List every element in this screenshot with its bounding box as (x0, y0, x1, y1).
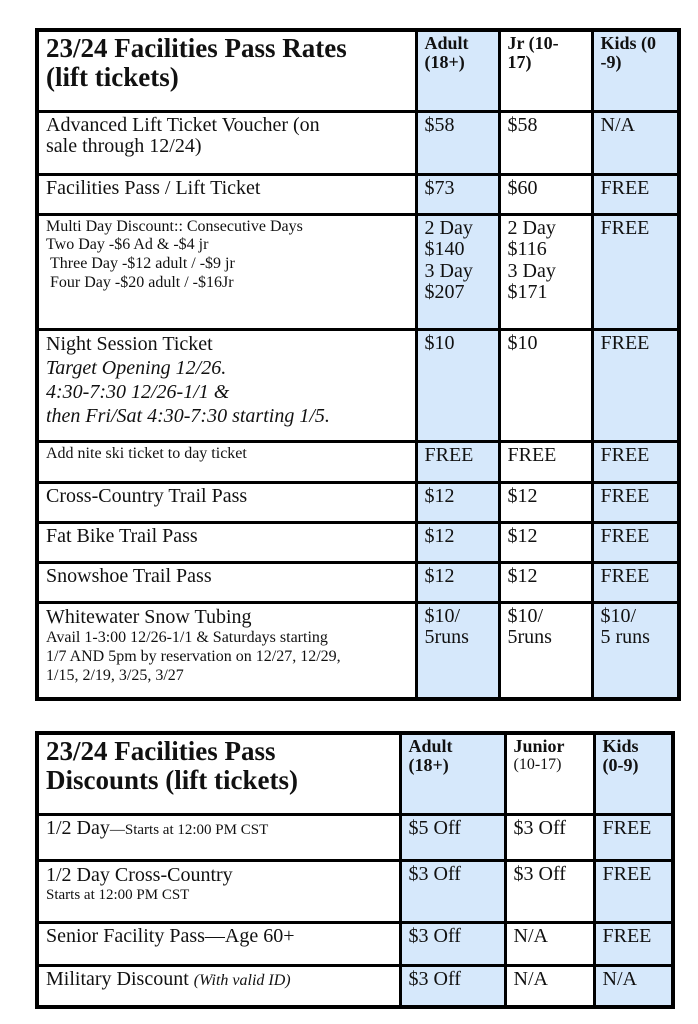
table-row (37, 522, 679, 562)
price-line: $10/ (424, 604, 461, 627)
facilities-pass-rates-table (35, 28, 681, 701)
row-note-line: Target Opening 12/26. (46, 357, 227, 380)
column-header-text: -9) (600, 52, 622, 73)
adult-discount: $3 Off (400, 965, 505, 1007)
price-line: 3 Day (507, 259, 556, 282)
row-label (37, 602, 416, 699)
row-label-line: Multi Day Discount:: Consecutive Days (46, 217, 303, 235)
adult-price: FREE (416, 441, 499, 482)
row-label-title: Night Session Ticket (46, 332, 213, 355)
jr-price: $58 (499, 111, 592, 174)
adult-price: $12 (416, 522, 499, 562)
row-label: Cross-Country Trail Pass (37, 482, 416, 522)
price-line: 2 Day (424, 216, 473, 239)
row-label-suffix: (With valid ID) (193, 971, 291, 989)
column-header-adult (400, 733, 505, 814)
table-row (37, 329, 679, 441)
row-note-line: 1/7 AND 5pm by reservation on 12/27, 12/29, (46, 647, 341, 665)
price-line: 5 runs (600, 626, 650, 649)
kids-price: FREE (592, 562, 679, 602)
row-label-line: Advanced Lift Ticket Voucher (on (46, 113, 320, 136)
adult-price: $73 (416, 174, 499, 214)
table-row (37, 441, 679, 482)
row-label (37, 214, 416, 329)
row-label: Senior Facility Pass—Age 60+ (37, 922, 400, 965)
row-label-line: Four Day -$20 adult / -$16Jr (50, 274, 234, 292)
row-label (37, 111, 416, 174)
column-header-jr (499, 30, 592, 111)
row-label-line: Two Day -$6 Ad & -$4 jr (46, 236, 209, 254)
adult-price: $58 (416, 111, 499, 174)
adult-price (416, 602, 499, 699)
kids-price: FREE (592, 214, 679, 329)
jr-price: $12 (499, 482, 592, 522)
table-row (37, 214, 679, 329)
price-line: 5runs (424, 626, 469, 649)
row-note-line: Starts at 12:00 PM CST (46, 887, 190, 904)
column-header-text: (0-9) (602, 755, 639, 776)
column-header-text: Jr (10- (507, 33, 559, 53)
junior-discount: N/A (505, 965, 594, 1007)
row-label (37, 814, 400, 860)
table-title-line: 23/24 Facilities Pass Rates (46, 33, 347, 63)
row-label-suffix: —Starts at 12:00 PM CST (109, 821, 269, 838)
price-line: $10/ (507, 604, 544, 627)
table-title (37, 30, 416, 111)
table-header-row (37, 30, 679, 111)
kids-price (592, 602, 679, 699)
kids-price: FREE (592, 441, 679, 482)
row-label-line: sale through 12/24) (46, 135, 202, 158)
row-label (37, 965, 400, 1007)
table-title-line: (lift tickets) (46, 62, 179, 93)
column-header-text: (18+) (424, 52, 465, 73)
column-header-text: Junior (513, 736, 565, 756)
adult-price: $10 (416, 329, 499, 441)
row-label: Add nite ski ticket to day ticket (37, 441, 416, 482)
kids-price: N/A (592, 111, 679, 174)
table-title-line: Discounts (lift tickets) (46, 765, 298, 796)
kids-price: FREE (592, 329, 679, 441)
row-note-line: 4:30-7:30 12/26-1/1 & (46, 381, 230, 404)
column-header-kids (592, 30, 679, 111)
row-label (37, 860, 400, 922)
jr-price (499, 602, 592, 699)
column-header-text: Adult (424, 33, 469, 53)
table-row (37, 965, 673, 1007)
price-line: 5runs (507, 626, 552, 649)
table-row (37, 174, 679, 214)
junior-discount: $3 Off (505, 814, 594, 860)
adult-discount: $3 Off (400, 860, 505, 922)
kids-discount: FREE (594, 814, 673, 860)
price-line: $171 (507, 281, 548, 304)
price-line: $207 (424, 281, 465, 304)
column-header-text: Adult (408, 736, 453, 756)
price-line: 3 Day (424, 259, 473, 282)
row-label-title: 1/2 Day (46, 816, 110, 839)
table-title-line: 23/24 Facilities Pass (46, 736, 276, 766)
table-row (37, 111, 679, 174)
adult-discount: $5 Off (400, 814, 505, 860)
adult-price: $12 (416, 562, 499, 602)
row-label-title: Military Discount (46, 967, 194, 990)
row-note-line: then Fri/Sat 4:30-7:30 starting 1/5. (46, 405, 330, 428)
kids-discount: N/A (594, 965, 673, 1007)
table-row (37, 562, 679, 602)
price-line: $10/ (600, 604, 637, 627)
row-label (37, 329, 416, 441)
jr-price: $60 (499, 174, 592, 214)
junior-discount: $3 Off (505, 860, 594, 922)
table-row (37, 602, 679, 699)
row-label-title: Whitewater Snow Tubing (46, 605, 252, 628)
row-label-line: Three Day -$12 adult / -$9 jr (50, 255, 235, 273)
row-label: Fat Bike Trail Pass (37, 522, 416, 562)
row-label: Facilities Pass / Lift Ticket (37, 174, 416, 214)
row-label: Snowshoe Trail Pass (37, 562, 416, 602)
kids-discount: FREE (594, 922, 673, 965)
jr-price: $12 (499, 522, 592, 562)
column-header-text: (18+) (408, 755, 449, 776)
column-header-text: Kids (602, 736, 639, 756)
table-row (37, 860, 673, 922)
price-line: 2 Day (507, 216, 556, 239)
kids-price: FREE (592, 174, 679, 214)
table-row (37, 922, 673, 965)
jr-price: FREE (499, 441, 592, 482)
adult-price: $12 (416, 482, 499, 522)
column-header-text: 17) (507, 52, 532, 73)
junior-discount: N/A (505, 922, 594, 965)
kids-price: FREE (592, 482, 679, 522)
price-line: $140 (424, 238, 465, 261)
jr-price (499, 214, 592, 329)
column-header-junior (505, 733, 594, 814)
row-note-line: 1/15, 2/19, 3/25, 3/27 (46, 666, 184, 684)
jr-price: $12 (499, 562, 592, 602)
table-title (37, 733, 400, 814)
jr-price: $10 (499, 329, 592, 441)
table-header-row (37, 733, 673, 814)
table-row (37, 482, 679, 522)
adult-price (416, 214, 499, 329)
adult-discount: $3 Off (400, 922, 505, 965)
row-note-line: Avail 1-3:00 12/26-1/1 & Saturdays starting (46, 629, 328, 647)
column-header-text: (10-17) (513, 756, 562, 774)
kids-discount: FREE (594, 860, 673, 922)
facilities-pass-discounts-table (35, 731, 675, 1009)
kids-price: FREE (592, 522, 679, 562)
column-header-kids (594, 733, 673, 814)
column-header-adult (416, 30, 499, 111)
price-line: $116 (507, 238, 547, 261)
row-label-title: 1/2 Day Cross-Country (46, 863, 233, 886)
table-row (37, 814, 673, 860)
column-header-text: Kids (0 (600, 33, 657, 53)
